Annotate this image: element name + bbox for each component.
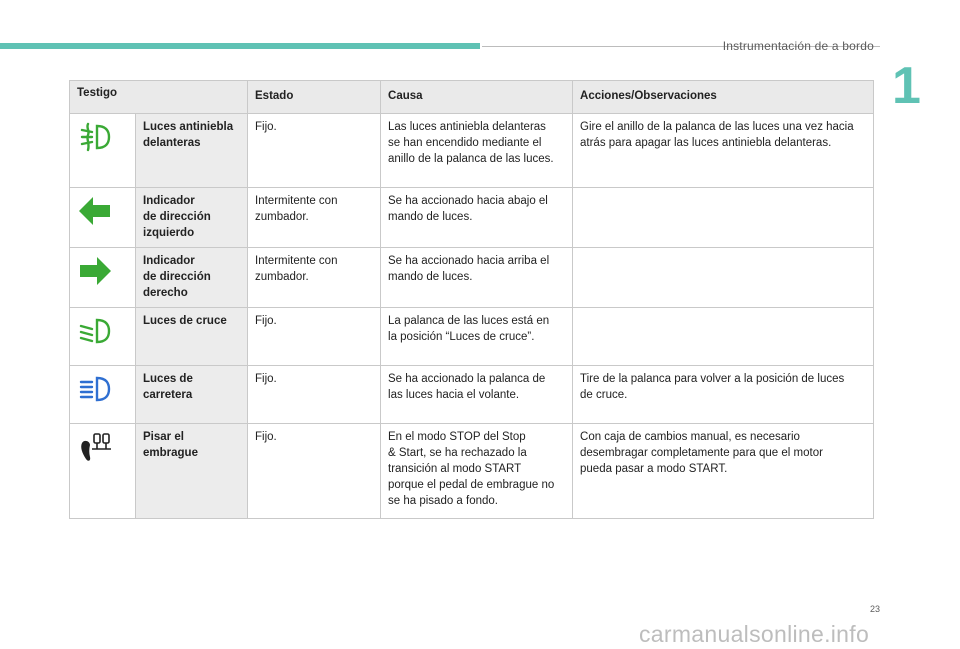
indicator-name: Luces de cruce	[136, 308, 248, 366]
front-fog-light-icon	[77, 119, 113, 155]
header-acciones: Acciones/Observaciones	[573, 81, 874, 114]
indicator-table	[69, 80, 874, 519]
indicator-name: Luces de carretera	[136, 366, 248, 424]
left-turn-arrow-icon	[77, 193, 113, 229]
indicator-acciones	[573, 188, 874, 248]
indicator-causa: Se ha accionado hacia arriba el mando de luces.	[381, 248, 573, 308]
indicator-icon-cell	[70, 114, 136, 188]
indicator-causa: En el modo STOP del Stop & Start, se ha rechazado la transición al modo START porque el pedal de embrague no se ha pisado a fondo.	[381, 424, 573, 519]
table-row	[70, 114, 874, 188]
indicator-acciones	[573, 248, 874, 308]
watermark: carmanualsonline.info	[639, 621, 870, 647]
header-testigo: Testigo	[70, 81, 248, 114]
table-row	[70, 424, 874, 519]
indicator-acciones: Con caja de cambios manual, es necesario desembragar completamente para que el motor pueda pasar a modo START.	[573, 424, 874, 519]
indicator-icon-cell	[70, 248, 136, 308]
indicator-estado: Fijo.	[248, 114, 381, 188]
indicator-icon-cell	[70, 424, 136, 519]
header-accent-bar	[0, 43, 480, 49]
indicator-estado: Fijo.	[248, 308, 381, 366]
indicator-causa: La palanca de las luces está en la posición “Luces de cruce”.	[381, 308, 573, 366]
indicator-causa: Las luces antiniebla delanteras se han encendido mediante el anillo de la palanca de las luces.	[381, 114, 573, 188]
indicator-name: Indicador de dirección izquierdo	[136, 188, 248, 248]
indicator-icon-cell	[70, 188, 136, 248]
indicator-estado: Fijo.	[248, 366, 381, 424]
indicator-acciones: Gire el anillo de la palanca de las luces una vez hacia atrás para apagar las luces antiniebla delanteras.	[573, 114, 874, 188]
indicator-acciones	[573, 308, 874, 366]
low-beam-icon	[77, 313, 113, 349]
right-turn-arrow-icon	[77, 253, 113, 289]
page-number: 23	[870, 604, 881, 614]
high-beam-icon	[77, 371, 113, 407]
indicator-estado: Fijo.	[248, 424, 381, 519]
indicator-estado: Intermitente con zumbador.	[248, 188, 381, 248]
table-header-row	[70, 81, 874, 114]
indicator-acciones: Tire de la palanca para volver a la posición de luces de cruce.	[573, 366, 874, 424]
chapter-number: 1	[892, 57, 921, 115]
indicator-icon-cell	[70, 366, 136, 424]
indicator-name: Pisar el embrague	[136, 424, 248, 519]
indicator-name: Luces antiniebla delanteras	[136, 114, 248, 188]
section-title: Instrumentación de a bordo	[722, 39, 874, 53]
table-row	[70, 366, 874, 424]
table-row	[70, 248, 874, 308]
indicator-causa: Se ha accionado hacia abajo el mando de luces.	[381, 188, 573, 248]
table-row	[70, 308, 874, 366]
indicator-estado: Intermitente con zumbador.	[248, 248, 381, 308]
indicator-name: Indicador de dirección derecho	[136, 248, 248, 308]
header-causa: Causa	[381, 81, 573, 114]
table-row	[70, 188, 874, 248]
indicator-icon-cell	[70, 308, 136, 366]
header-estado: Estado	[248, 81, 381, 114]
clutch-pedal-icon	[77, 429, 113, 465]
indicator-causa: Se ha accionado la palanca de las luces hacia el volante.	[381, 366, 573, 424]
